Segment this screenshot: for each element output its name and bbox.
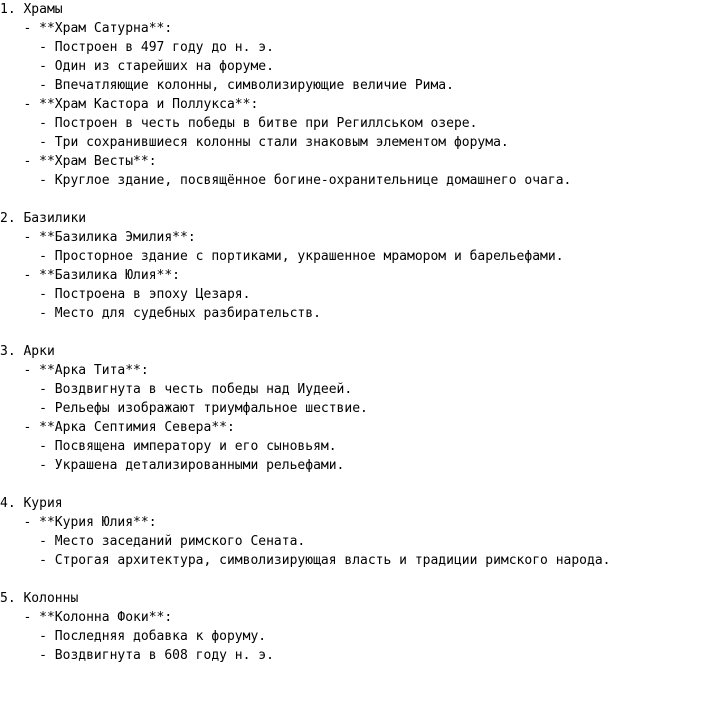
document-line: - **Колонна Фоки**: bbox=[0, 610, 173, 625]
document-line: - Построен в честь победы в битве при Региллськом озере. bbox=[0, 116, 478, 131]
document-line: - **Храм Кастора и Поллукса**: bbox=[0, 97, 259, 112]
document-line: - Место заседаний римского Сената. bbox=[0, 534, 306, 549]
document-line: - Воздвигнута в честь победы над Иудеей. bbox=[0, 382, 353, 397]
document-line bbox=[0, 323, 610, 342]
document-line: - Посвящена императору и его сыновьям. bbox=[0, 439, 337, 454]
document-line: - Строгая архитектура, символизирующая власть и традиции римского народа. bbox=[0, 553, 611, 568]
document-line: - **Базилика Юлия**: bbox=[0, 268, 181, 283]
document-line: 3. Арки bbox=[0, 344, 55, 359]
document-line: - Впечатляющие колонны, символизирующие величие Рима. bbox=[0, 78, 454, 93]
document-line bbox=[0, 475, 610, 494]
document-line: - Круглое здание, посвящённое богине-охранительнице домашнего очага. bbox=[0, 173, 572, 188]
document-line: - Рельефы изображают триумфальное шествие. bbox=[0, 401, 368, 416]
document-line: - **Арка Тита**: bbox=[0, 363, 149, 378]
document-line: - **Курия Юлия**: bbox=[0, 515, 157, 530]
document-line: - Украшена детализированными рельефами. bbox=[0, 458, 345, 473]
document-line: - Один из старейших на форуме. bbox=[0, 59, 274, 74]
document-line bbox=[0, 190, 610, 209]
document-line: - Последняя добавка к форуму. bbox=[0, 629, 267, 644]
document-line: - Место для судебных разбирательств. bbox=[0, 306, 321, 321]
document-line: 5. Колонны bbox=[0, 591, 79, 606]
document-line: 2. Базилики bbox=[0, 211, 87, 226]
document-line: - Построен в 497 году до н. э. bbox=[0, 40, 274, 55]
document-line bbox=[0, 570, 610, 589]
document-line: - Воздвигнута в 608 году н. э. bbox=[0, 648, 274, 663]
document-line: - **Храм Сатурна**: bbox=[0, 21, 173, 36]
document-line: - **Арка Септимия Севера**: bbox=[0, 420, 235, 435]
document-line: - Просторное здание с портиками, украшенное мрамором и барельефами. bbox=[0, 249, 564, 264]
document-line: - Построена в эпоху Цезаря. bbox=[0, 287, 251, 302]
document-line: - Три сохранившиеся колонны стали знаковым элементом форума. bbox=[0, 135, 509, 150]
document-line: 4. Курия bbox=[0, 496, 63, 511]
document-line: - **Храм Весты**: bbox=[0, 154, 157, 169]
document-line: 1. Храмы bbox=[0, 2, 63, 17]
document-line: - **Базилика Эмилия**: bbox=[0, 230, 196, 245]
